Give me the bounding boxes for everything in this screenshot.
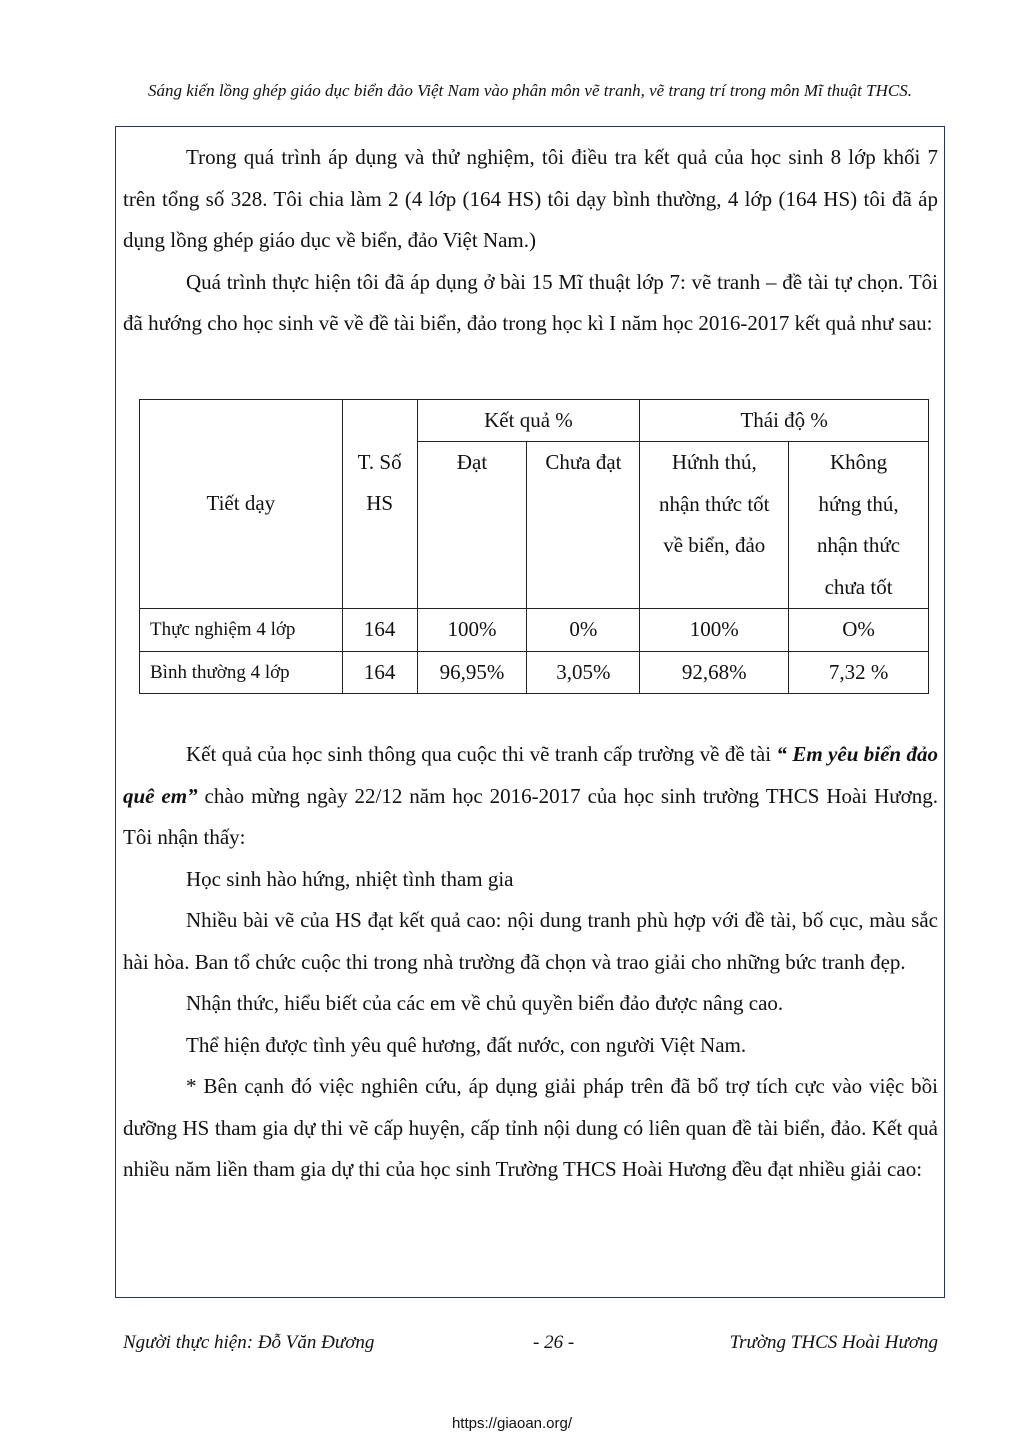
source-url: https://giaoan.org/	[451, 1415, 573, 1432]
contest-title: “ Em yêu biển đảo quê em”	[123, 742, 938, 808]
footer-school: Trường THCS Hoài Hương	[729, 1332, 938, 1353]
paragraph-enthusiasm: Học sinh hào hứng, nhiệt tình tham gia	[186, 866, 514, 891]
paragraph-high-results: Nhiều bài vẽ của HS đạt kết quả cao: nội dung tranh phù hợp với đề tài, bố cục, màu sắc hài hòa. Ban tổ chức cuộc thi trong nhà trường đã chọn và trao giải cho những bức tranh đẹp.	[123, 908, 938, 974]
paragraph-love: Thể hiện được tình yêu quê hương, đất nước, con người Việt Nam.	[186, 1032, 747, 1057]
table-header-row	[140, 399, 929, 442]
page-header: Sáng kiến lồng ghép giáo dục biển đảo Việt Nam vào phân môn vẽ tranh, vẽ trang trí trong môn Mĩ thuật THCS.	[148, 81, 912, 100]
header-attitude-group: Thái độ %	[640, 399, 929, 442]
header-lesson: Tiết dạy	[140, 399, 343, 609]
header-not-interested: Không hứng thú, nhận thức chưa tốt	[789, 442, 929, 609]
paragraph-survey: Trong quá trình áp dụng và thử nghiệm, tôi điều tra kết quả của học sinh 8 lớp khối 7 trên tổng số 328. Tôi chia làm 2 (4 lớp (164 HS) tôi dạy bình thường, 4 lớp (164 HS) tôi đã áp dụng lồng ghép giáo dục về biển, đảo Việt Nam.)	[123, 145, 938, 252]
paragraph-awareness: Nhận thức, hiểu biết của các em về chủ quyền biển đảo được nâng cao.	[186, 991, 784, 1015]
table-row: Bình thường 4 lớp 164 96,95% 3,05% 92,68% 7,32 %	[140, 651, 929, 694]
header-result-group: Kết quả %	[417, 399, 640, 442]
header-interested: Hứnh thú, nhận thức tốt về biển, đảo	[640, 442, 789, 609]
footer-author: Người thực hiện: Đỗ Văn Đương	[123, 1332, 375, 1353]
page-content	[123, 137, 938, 1191]
paragraph-lesson: Quá trình thực hiện tôi đã áp dụng ở bài 15 Mĩ thuật lớp 7: vẽ tranh – đề tài tự chọn. Tôi đã hướng cho học sinh vẽ về đề tài biển, đảo trong học kì I năm học 2016-2017 kết quả như sau:	[123, 269, 938, 335]
paragraph-support: * Bên cạnh đó việc nghiên cứu, áp dụng giải pháp trên đã bổ trợ tích cực vào việc bồi dưỡng HS tham gia dự thi vẽ cấp huyện, cấp tỉnh nội dung có liên quan đề tài biển, đảo. Kết quả nhiều năm liền tham gia dự thi của học sinh Trường THCS Hoài Hương đều đạt nhiều giải cao:	[123, 1074, 938, 1181]
results-table	[139, 399, 929, 695]
paragraph-contest: Kết quả của học sinh thông qua cuộc thi vẽ tranh cấp trường về đề tài “ Em yêu biển đảo quê em” chào mừng ngày 22/12 năm học 2016-2017 của học sinh trường THCS Hoài Hương. Tôi nhận thấy:	[123, 742, 938, 849]
header-total: T. Số HS	[342, 399, 417, 609]
header-fail: Chưa đạt	[527, 442, 640, 609]
table-row: Thực nghiệm 4 lớp 164 100% 0% 100% O%	[140, 609, 929, 652]
header-pass: Đạt	[417, 442, 527, 609]
page-number: - 26 -	[533, 1332, 575, 1353]
